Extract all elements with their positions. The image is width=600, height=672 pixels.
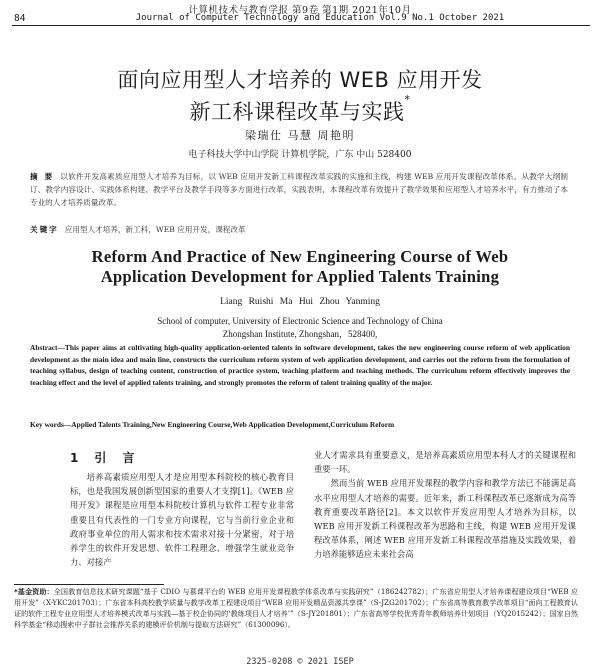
title-en-line1: Reform And Practice of New Engineering Course of Web — [91, 247, 509, 266]
title-cn-line2 — [0, 93, 600, 126]
abstract-cn — [30, 170, 568, 209]
intro-paragraph-2: 然而当前 WEB 应用开发课程的教学内容和教学方法已不能满足高水平应用型人才培养的需要。近年来，新工科课程改革已逐渐成为高等教育重要改革路径[2]。本文以软件开发应用型人才培养为目标，以 WEB 应用开发新工科课程改革为思路和主线，构建 WEB 应用开发课程改革体系，阐述 WEB 应用开发新工科课程改革措施及实践效果，着力培养能够适应未来社会高 — [314, 478, 576, 560]
intro-paragraph-1-cont: 业人才需求具有重要意义，是培养高素质应用型本科人才的关键课程和重要一环。 — [314, 450, 576, 475]
section-heading — [70, 449, 151, 466]
affiliation-cn: 电子科技大学中山学院 计算机学院，广东 中山 528400 — [188, 150, 412, 160]
authors-en: Liang Ruishi Ma Hui Zhou Yanming — [220, 297, 380, 307]
footnote-rule — [14, 584, 164, 585]
keywords-cn-text: 应用型人才培养，新工科，WEB 应用开发，课程改革 — [64, 225, 246, 234]
page-number: 84 — [14, 13, 26, 24]
section-number: 1 — [70, 451, 85, 465]
body-column-right — [314, 448, 576, 562]
title-cn-line1: 面向应用型人才培养的 WEB 应用开发 — [117, 68, 483, 92]
page-footer: 2325-0208 © 2021 ISEP — [246, 657, 354, 667]
abstract-cn-text: 以软件开发高素质应用型人才培养为目标，以 WEB 应用开发新工科课程改革实践的实施和主线，构建 WEB 应用开发课程改革体系。从教学大纲制订、教学内容设计、实践体系构建、教学平台及教学手段等多方面进行改革，实践表明，本课程改革有效提升了教学效果和应用型人才培养水平，有力推动了本专业的人才培养质量改革。 — [30, 172, 568, 207]
keywords-en — [30, 420, 570, 429]
title-footnote-marker: * — [404, 93, 411, 106]
journal-header-cn: 计算机技术与教育学报 第9卷 第1期 2021年10月 — [188, 5, 412, 16]
keywords-en-text: —Applied Talents Training,New Engineering Course,Web Application Development,Curriculum Reform — [63, 420, 395, 429]
header-rule — [12, 25, 590, 26]
abstract-en-text: —This paper aims at cultivating high-quality application-oriented talents in software development, takes the new engineering course reform of web application development as the main idea and main line, constructs the curriculum reform system of web application development, and carries out the reform from the formulation of teaching syllabus, design of teaching content, construction of practice system, teaching platform and teaching methods. The curriculum reform effectively improves the teaching effect and the level of applied talents training, and strongly promotes the reform of talent training quality of the major. — [30, 343, 570, 387]
abstract-cn-label: 摘 要 — [30, 172, 55, 181]
abstract-en-label: Abstract — [30, 343, 58, 352]
affiliation-en-line2: Zhongshan Institute, Zhongshan，528400, — [222, 329, 378, 339]
body-column-left — [70, 470, 294, 569]
intro-paragraph-1: 培养高素质应用型人才是应用型本科院校的核心教育目标，也是我国发展创新型国家的重要人才支撑[1]。《WEB 应用开发》课程是应用型本科院校计算机与软件工程专业非常重要且有代表性的一门专业方向课程，它与当前行业企业和政府事业单位的用人需求和技术需求对接十分紧密，对于培养学生的软件开发思想、软件工程理念、增强学生就业竞争力、对接产 — [70, 472, 294, 568]
funding-footnote — [14, 586, 578, 630]
funding-text: 全国教育信息技术研究课题“基于 CDIO 与慕课平台的 WEB 应用开发课程教学体系改革与实践研究”（186242782）；广东省应用型人才培养课程建设项目“WEB 应用开发”（X-YKC201703）；广东省本科高校教学质量与教学改革工程建设项目“WEB 应用开发精品资源共享课”（S-JZG201702）；广东省高等教育教学改革项目“面向工程教育认证的软件工程专业应用型人才培养模式改革与实践—基于校企协同的‘教练项目人才培养’”（S-JY201801）；广东省高等学校优秀青年教师培养计划项目（YQ2015242）；国家自然科学基金“移动搜索中子群社会推荐关系的建模评价机制与提取方法研究”（61300096）。 — [14, 587, 578, 629]
keywords-cn-label: 关键字 — [30, 225, 59, 234]
funding-label: *基金资助： — [14, 587, 54, 596]
authors-cn: 梁瑞仕 马慧 周艳明 — [245, 129, 355, 142]
title-cn-line2-text: 新工科课程改革与实践 — [189, 100, 405, 124]
keywords-en-label: Key words — [30, 420, 64, 429]
journal-header-en: Journal of Computer Technology and Education Vol.9 No.1 October 2021 — [135, 13, 505, 23]
keywords-cn — [30, 224, 568, 235]
title-en-line2: Application Development for Applied Talents Training — [100, 267, 500, 286]
section-title: 引 言 — [94, 451, 141, 465]
abstract-en — [30, 342, 570, 388]
affiliation-en-line1: School of computer, University of Electronic Science and Technology of China — [157, 316, 443, 326]
